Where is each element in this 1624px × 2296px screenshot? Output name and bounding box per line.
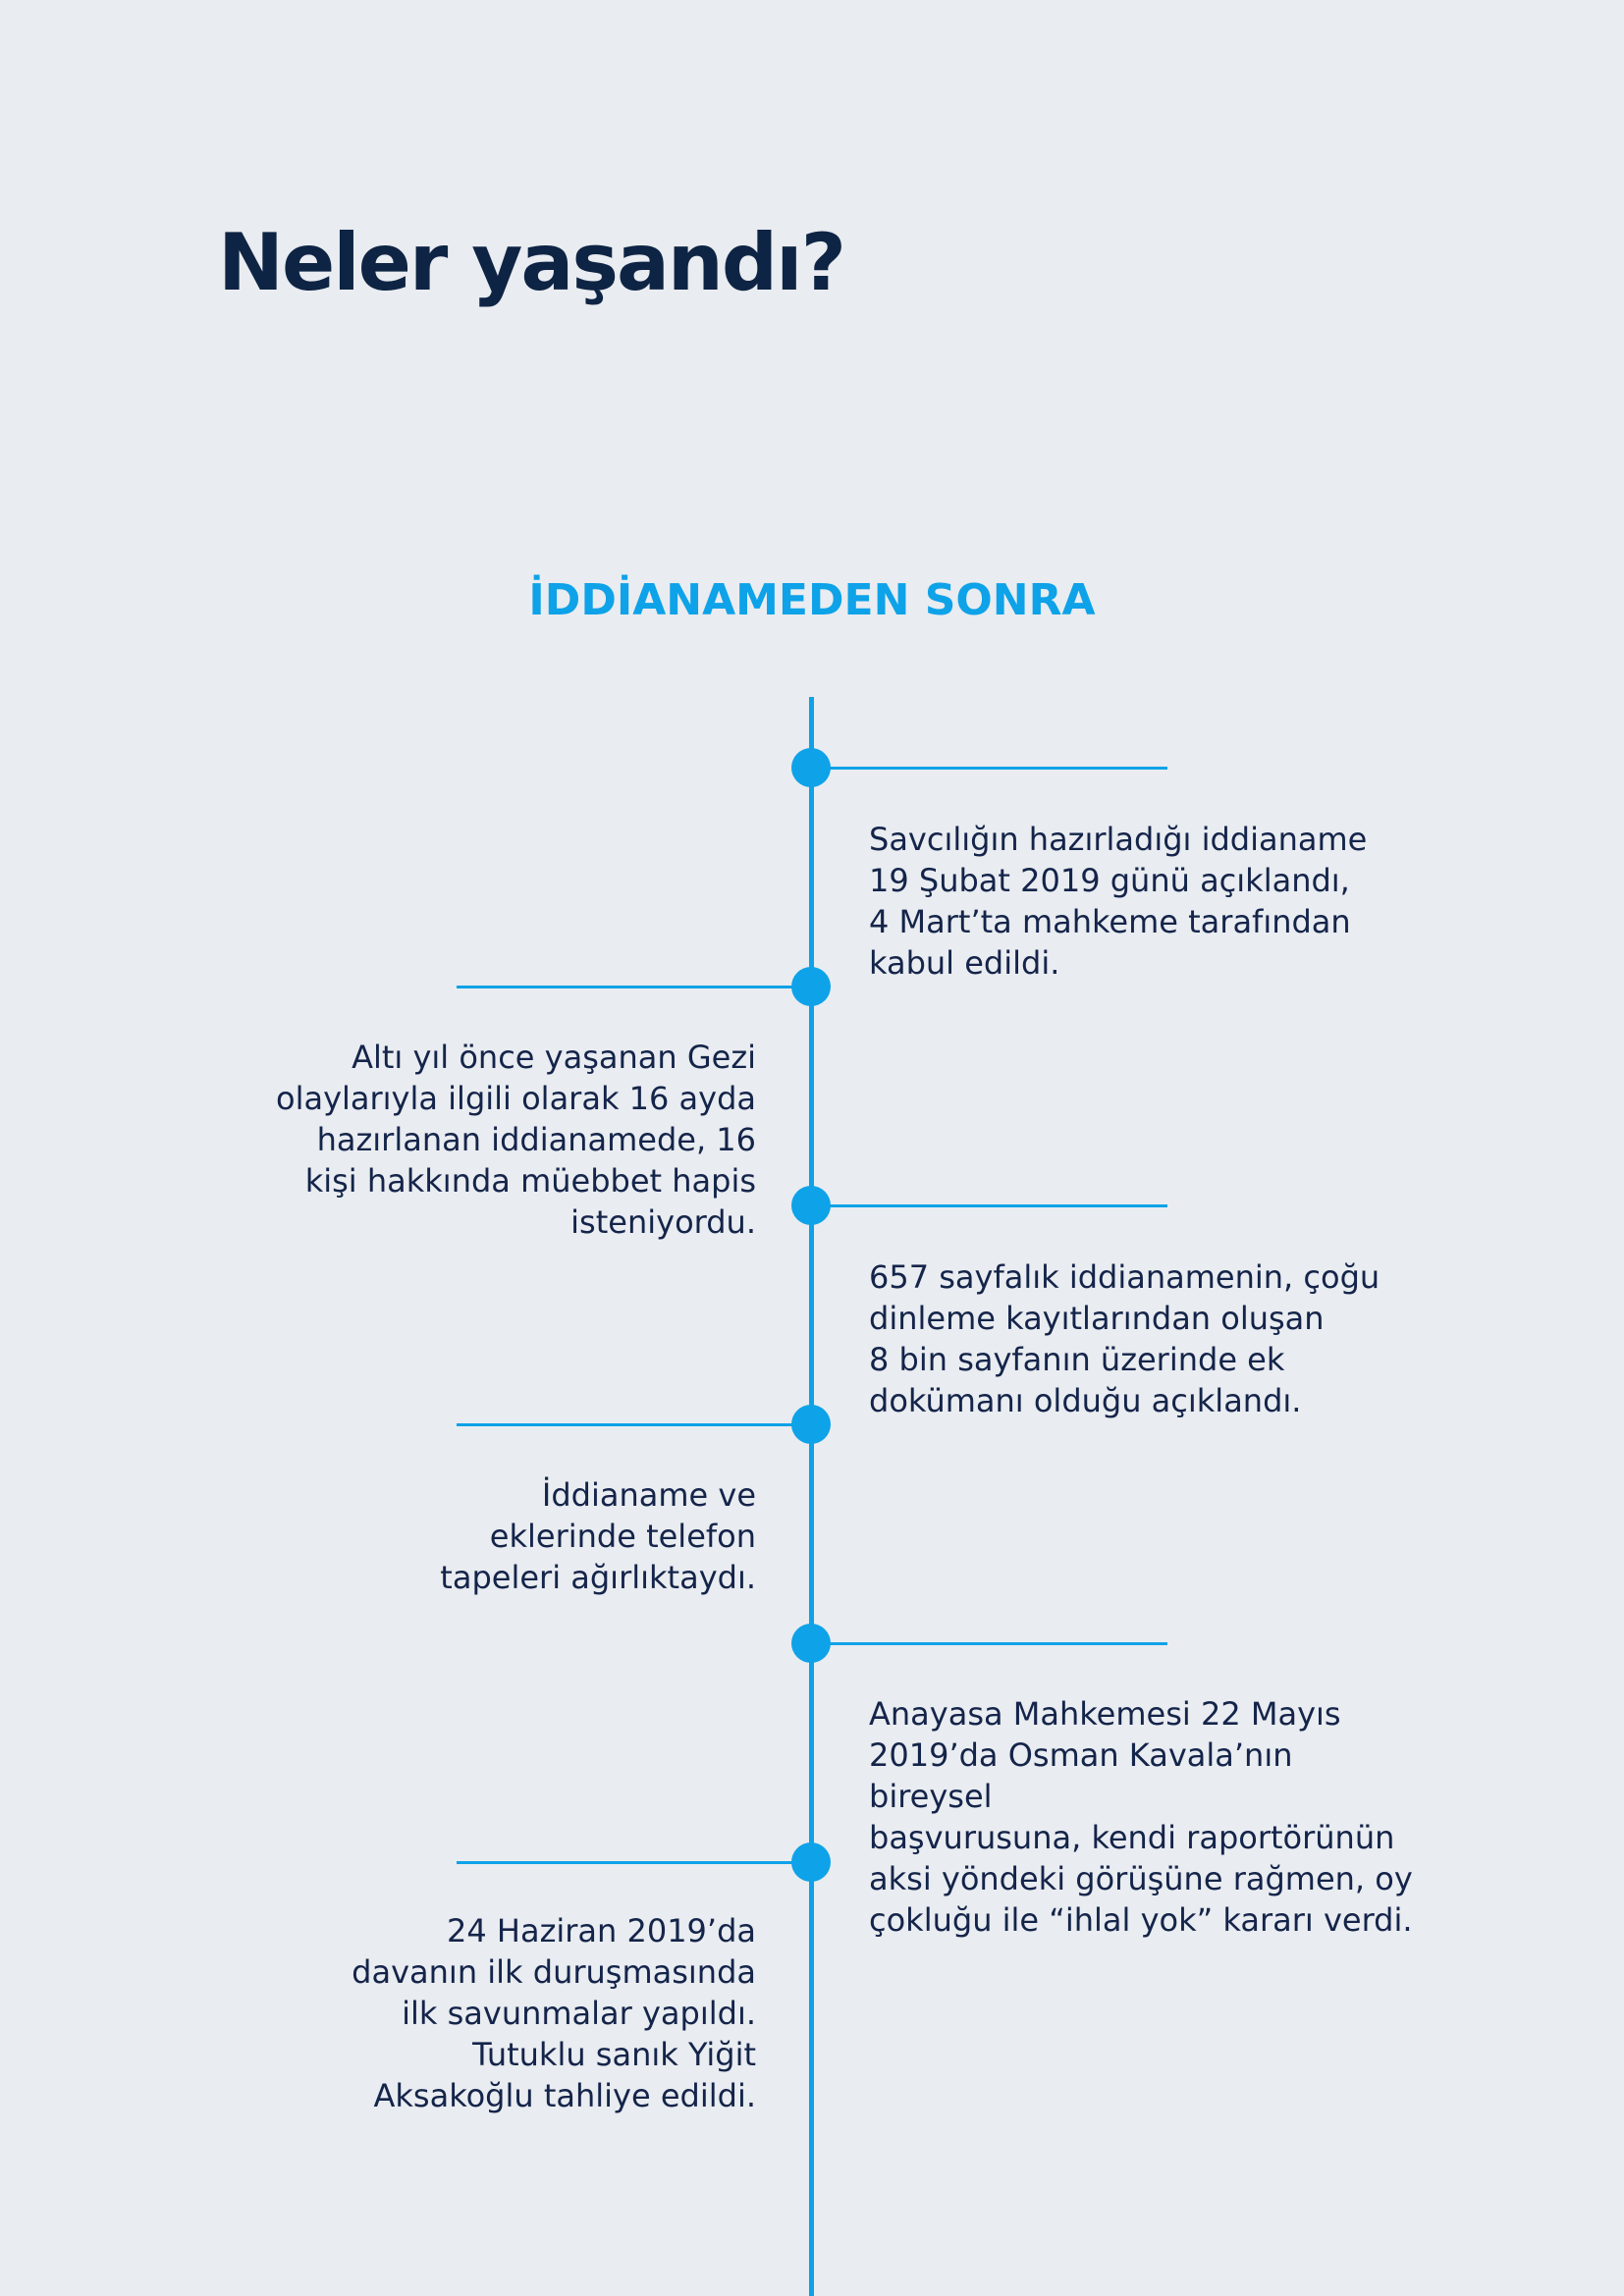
timeline-connector <box>457 1861 811 1864</box>
timeline-entry-text: Anayasa Mahkemesi 22 Mayıs 2019’da Osman Kavala’nın bireysel başvurusuna, kendi raportörünün aksi yöndeki görüşüne rağmen, oy çokluğu ile “ihlal yok” kararı verdi. <box>869 1695 1413 1939</box>
timeline-connector <box>457 986 811 988</box>
timeline-entry-text: 657 sayfalık iddianamenin, çoğu dinleme kayıtlarından oluşan 8 bin sayfanın üzerinde ek dokümanı olduğu açıklandı. <box>869 1258 1380 1419</box>
timeline-entry-text: İddianame ve eklerinde telefon tapeleri ağırlıktaydı. <box>440 1476 756 1596</box>
page-title: Neler yaşandı? <box>218 217 844 308</box>
timeline-entry-text: 24 Haziran 2019’da davanın ilk duruşmasında ilk savunmalar yapıldı. Tutuklu sanık Yiğit Aksakoğlu tahliye edildi. <box>352 1912 756 2114</box>
timeline-line <box>809 697 814 2296</box>
timeline-entry-text: Savcılığın hazırladığı iddianame 19 Şubat 2019 günü açıklandı, 4 Mart’ta mahkeme tarafından kabul edildi. <box>869 821 1368 982</box>
timeline-connector <box>457 1423 811 1426</box>
timeline-connector <box>811 1204 1167 1207</box>
timeline-entry-text: Altı yıl önce yaşanan Gezi olaylarıyla ilgili olarak 16 ayda hazırlanan iddianamede, 16 kişi hakkında müebbet hapis isteniyordu. <box>275 1039 756 1241</box>
timeline-connector <box>811 767 1167 770</box>
section-title: İDDİANAMEDEN SONRA <box>528 575 1096 625</box>
timeline-connector <box>811 1642 1167 1645</box>
